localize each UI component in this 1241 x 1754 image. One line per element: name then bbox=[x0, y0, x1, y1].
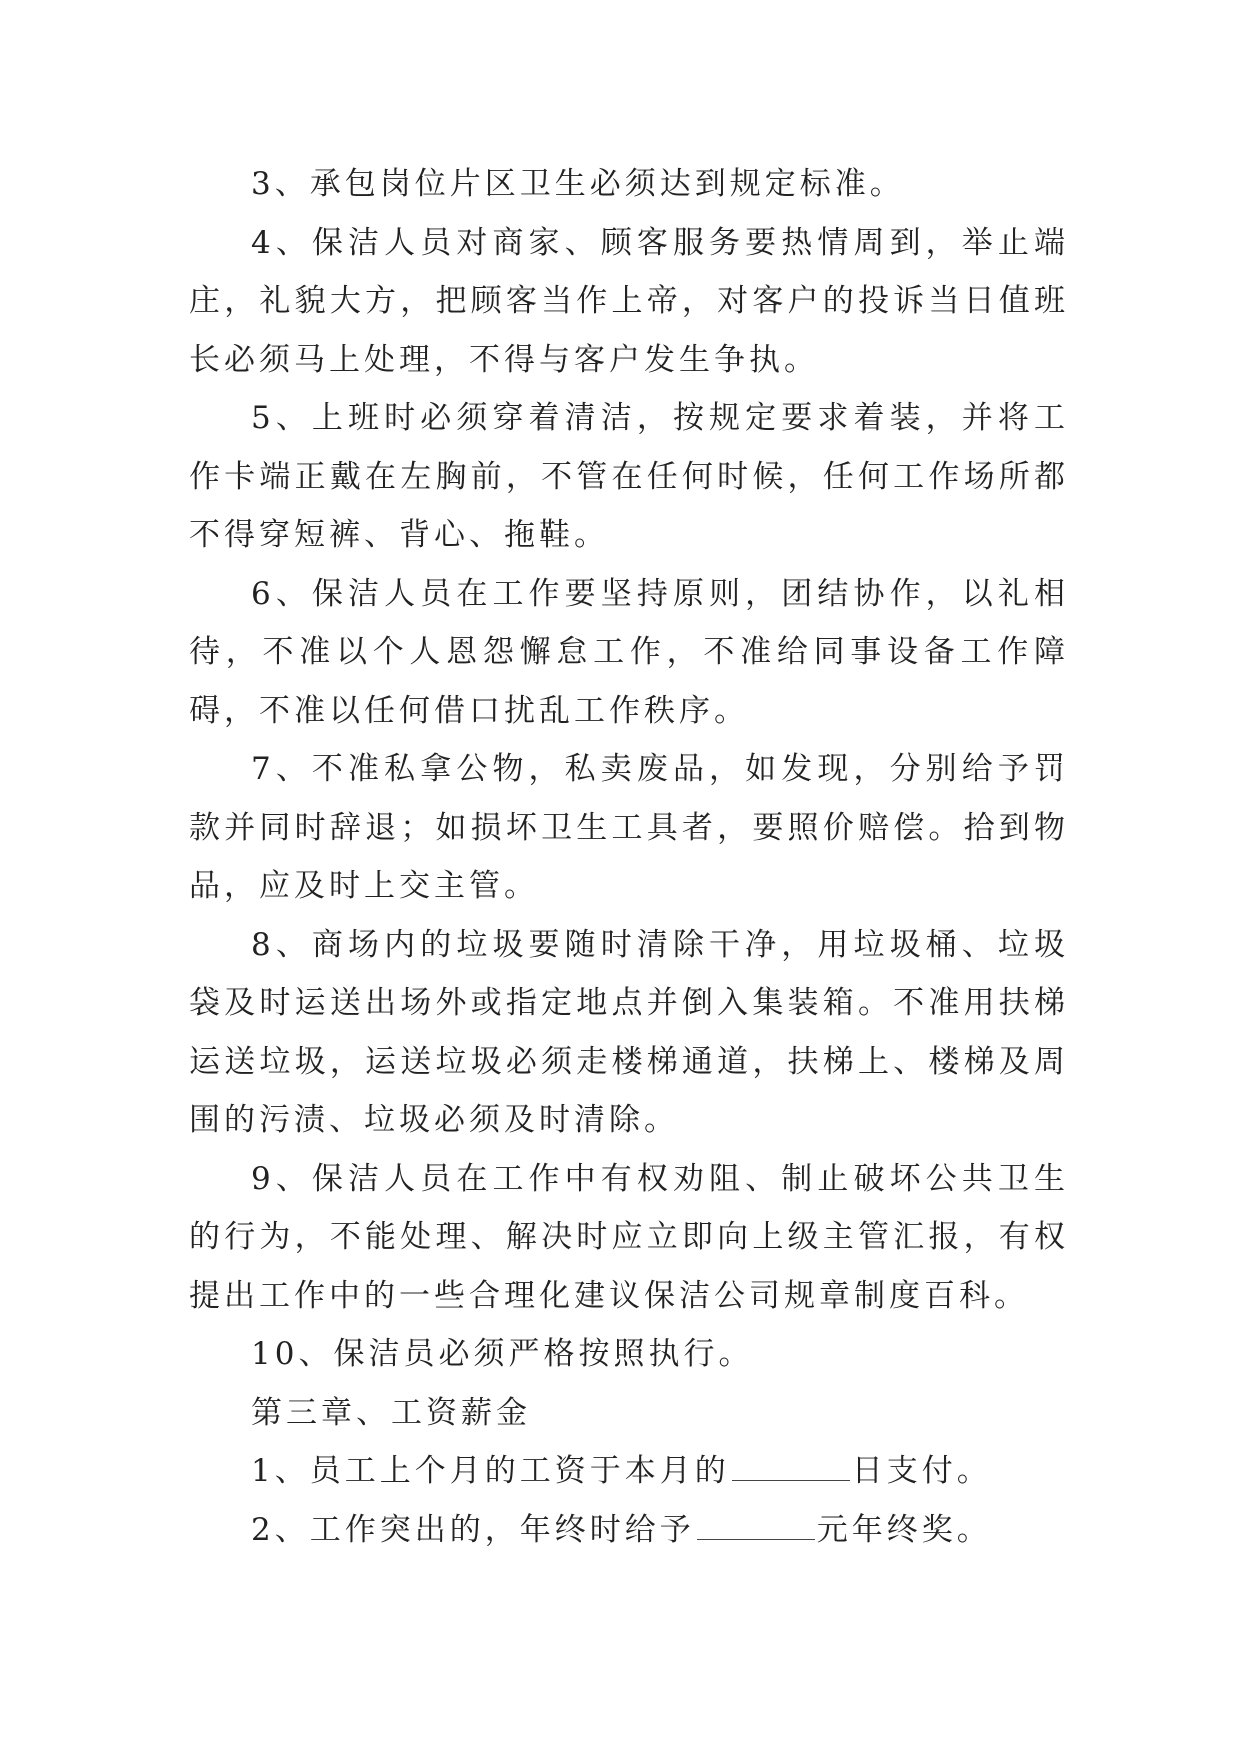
fill-in-blank bbox=[697, 1509, 815, 1540]
salary-item-2-text-after: 元年终奖。 bbox=[816, 1511, 992, 1548]
salary-item-2 bbox=[189, 1501, 1069, 1560]
rule-paragraph-5: 5、上班时必须穿着清洁，按规定要求着装，并将工作卡端正戴在左胸前，不管在任何时候，任何工作场所都不得穿短裤、背心、拖鞋。 bbox=[189, 400, 1069, 553]
rule-paragraph-6: 6、保洁人员在工作要坚持原则，团结协作，以礼相待，不准以个人恩怨懈怠工作，不准给同事设备工作障碍，不准以任何借口扰乱工作秩序。 bbox=[189, 575, 1069, 729]
rule-paragraph-10: 10、保洁员必须严格按照执行。 bbox=[251, 1336, 754, 1372]
chapter-heading: 第三章、工资薪金 bbox=[251, 1394, 531, 1431]
salary-item-2-text-before: 2、工作突出的，年终时给予 bbox=[251, 1511, 695, 1548]
rule-paragraph-8: 8、商场内的垃圾要随时清除干净，用垃圾桶、垃圾袋及时运送出场外或指定地点并倒入集装箱。不准用扶梯运送垃圾，运送垃圾必须走楼梯通道，扶梯上、楼梯及周围的污渍、垃圾必须及时清除。 bbox=[189, 926, 1069, 1138]
rule-paragraph-3: 3、承包岗位片区卫生必须达到规定标准。 bbox=[251, 166, 905, 202]
salary-item-1-text-before: 1、员工上个月的工资于本月的 bbox=[251, 1453, 730, 1489]
fill-in-blank bbox=[732, 1450, 850, 1481]
document-body bbox=[189, 155, 1069, 1559]
rule-paragraph-4: 4、保洁人员对商家、顾客服务要热情周到，举止端庄，礼貌大方，把顾客当作上帝，对客户的投诉当日值班长必须马上处理，不得与客户发生争执。 bbox=[189, 224, 1069, 378]
rule-paragraph-7: 7、不准私拿公物，私卖废品，如发现，分别给予罚款并同时辞退；如损坏卫生工具者，要照价赔偿。拾到物品，应及时上交主管。 bbox=[189, 751, 1069, 904]
rule-paragraph-9: 9、保洁人员在工作中有权劝阻、制止破坏公共卫生的行为，不能处理、解决时应立即向上级主管汇报，有权提出工作中的一些合理化建议保洁公司规章制度百科。 bbox=[189, 1160, 1069, 1314]
salary-item-1 bbox=[189, 1442, 1069, 1501]
salary-item-1-text-after: 日支付。 bbox=[851, 1453, 992, 1489]
